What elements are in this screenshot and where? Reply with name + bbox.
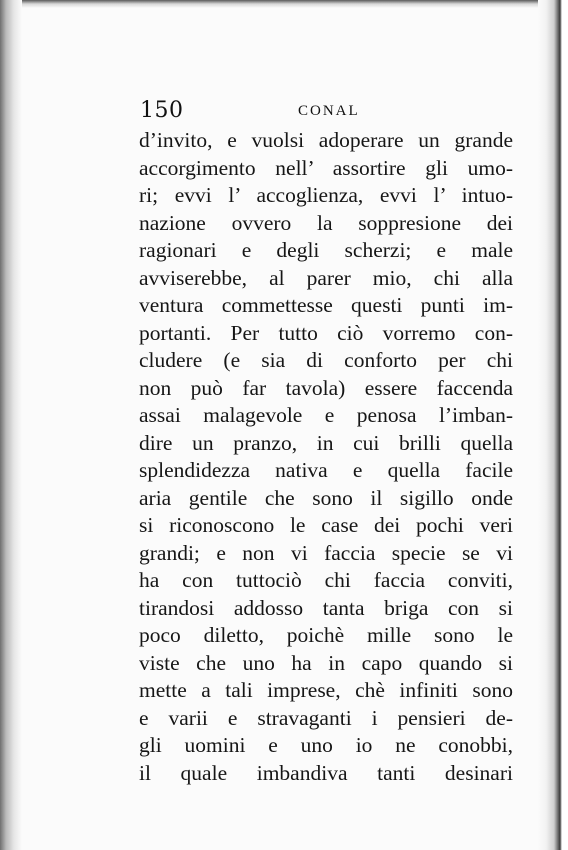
page-edge-top	[0, 0, 568, 8]
page-edge-right	[538, 0, 568, 850]
text-line: cludere (e sia di conforto per chi	[139, 348, 513, 372]
page-edge-left	[0, 0, 22, 850]
text-line: avviserebbe, al parer mio, chi alla	[139, 265, 513, 290]
running-head: CONAL	[298, 103, 360, 119]
text-line: e varii e stravaganti i pensieri de-	[139, 705, 513, 730]
text-line: si riconoscono le case dei pochi veri	[139, 513, 513, 537]
text-line: assai malagevole e penosa l’imban-	[139, 403, 513, 427]
text-line: ri; evvi l’ accoglienza, evvi l’ intuo-	[139, 183, 513, 207]
text-line: nazione ovvero la soppresione dei	[139, 210, 513, 235]
text-line: portanti. Per tutto ciò vorremo con-	[139, 320, 513, 345]
text-line: non può far tavola) essere faccenda	[139, 375, 513, 400]
text-line: aria gentile che sono il sigillo onde	[139, 485, 513, 510]
page-header	[140, 98, 512, 128]
text-line: il quale imbandiva tanti desinari	[139, 760, 513, 785]
text-line: viste che uno ha in capo quando si	[139, 650, 513, 675]
text-line: splendidezza nativa e quella facile	[139, 458, 513, 482]
text-line: grandi; e non vi faccia specie se vi	[139, 540, 513, 565]
text-line: tirandosi addosso tanta briga con si	[139, 595, 513, 620]
text-line: gli uomini e uno io ne conobbi,	[139, 733, 513, 757]
text-line: poco diletto, poichè mille sono le	[139, 623, 513, 647]
text-line: ventura commettesse questi punti im-	[139, 293, 513, 317]
text-line: mette a tali imprese, chè infiniti sono	[139, 678, 513, 702]
text-line: dire un pranzo, in cui brilli quella	[139, 430, 513, 455]
text-line: ha con tuttociò chi faccia conviti,	[139, 568, 513, 592]
text-line: d’invito, e vuolsi adoperare un grande	[139, 128, 513, 152]
body-text	[139, 127, 513, 787]
text-line: ragionari e degli scherzi; e male	[139, 238, 513, 262]
text-line: accorgimento nell’ assortire gli umo-	[139, 155, 513, 180]
page-number: 150	[140, 98, 184, 123]
